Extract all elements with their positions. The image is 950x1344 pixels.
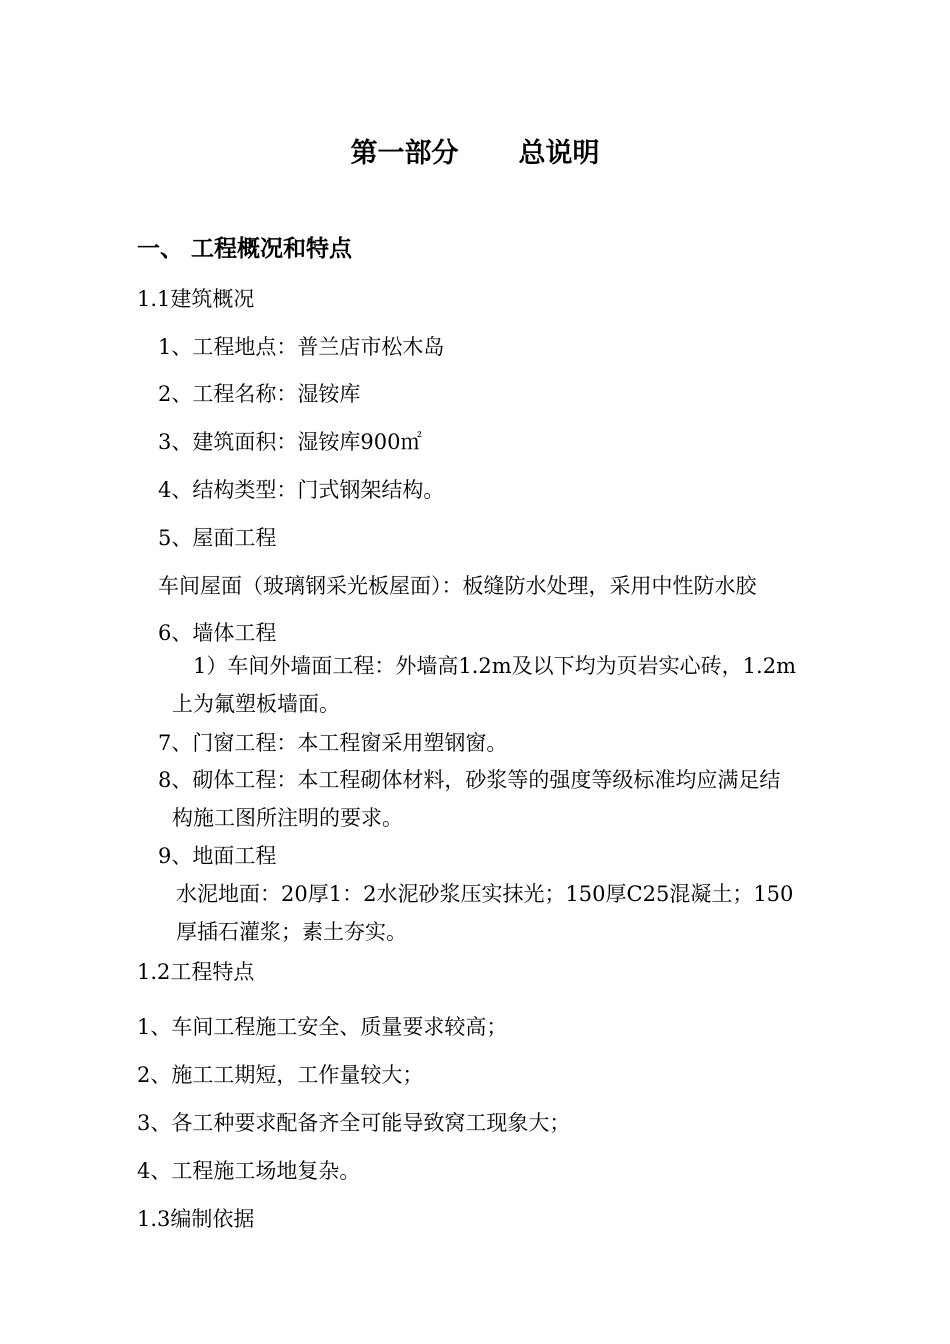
- overview-item-masonry-line2: 构施工图所注明的要求。: [172, 806, 403, 830]
- title-part: 第一部分: [350, 138, 459, 169]
- subsection-heading-1-3: 1.3编制依据: [137, 1207, 255, 1231]
- overview-item-wall-detail-line1: 1）车间外墙面工程：外墙高1.2m及以下均为页岩实心砖，1.2m: [193, 654, 796, 678]
- overview-item-windows: 7、门窗工程：本工程窗采用塑钢窗。: [158, 731, 508, 755]
- feature-item-2: 2、施工工期短，工作量较大；: [137, 1063, 424, 1087]
- subsection-heading-1-2: 1.2工程特点: [137, 960, 255, 984]
- overview-item-floor-detail-line1: 水泥地面：20厚1：2水泥砂浆压实抹光；150厚C25混凝土；150: [176, 882, 794, 906]
- overview-item-masonry-line1: 8、砌体工程：本工程砌体材料，砂浆等的强度等级标准均应满足结: [158, 768, 781, 792]
- overview-item-wall: 6、墙体工程: [158, 621, 277, 645]
- overview-item-name: 2、工程名称：湿铵库: [158, 382, 361, 406]
- overview-item-wall-detail-line2: 上为氟塑板墙面。: [172, 692, 340, 716]
- subsection-heading-1-1: 1.1建筑概况: [137, 287, 255, 311]
- page-title: [0, 137, 950, 171]
- overview-item-roof: 5、屋面工程: [158, 526, 277, 550]
- overview-item-floor-detail-line2: 厚插石灌浆；素土夯实。: [176, 920, 407, 944]
- feature-item-4: 4、工程施工场地复杂。: [137, 1159, 361, 1183]
- feature-item-3: 3、各工种要求配备齐全可能导致窝工现象大；: [137, 1111, 571, 1135]
- feature-item-1: 1、车间工程施工安全、质量要求较高；: [137, 1015, 508, 1039]
- overview-item-roof-detail: 车间屋面（玻璃钢采光板屋面）：板缝防水处理，采用中性防水胶: [158, 574, 757, 598]
- overview-item-area: 3、建筑面积：湿铵库900㎡: [158, 430, 422, 454]
- section-heading: 一、 工程概况和特点: [137, 235, 353, 262]
- title-name: 总说明: [518, 138, 600, 169]
- overview-item-location: 1、工程地点：普兰店市松木岛: [158, 335, 445, 359]
- overview-item-structure: 4、结构类型：门式钢架结构。: [158, 478, 445, 502]
- overview-item-floor: 9、地面工程: [158, 844, 277, 868]
